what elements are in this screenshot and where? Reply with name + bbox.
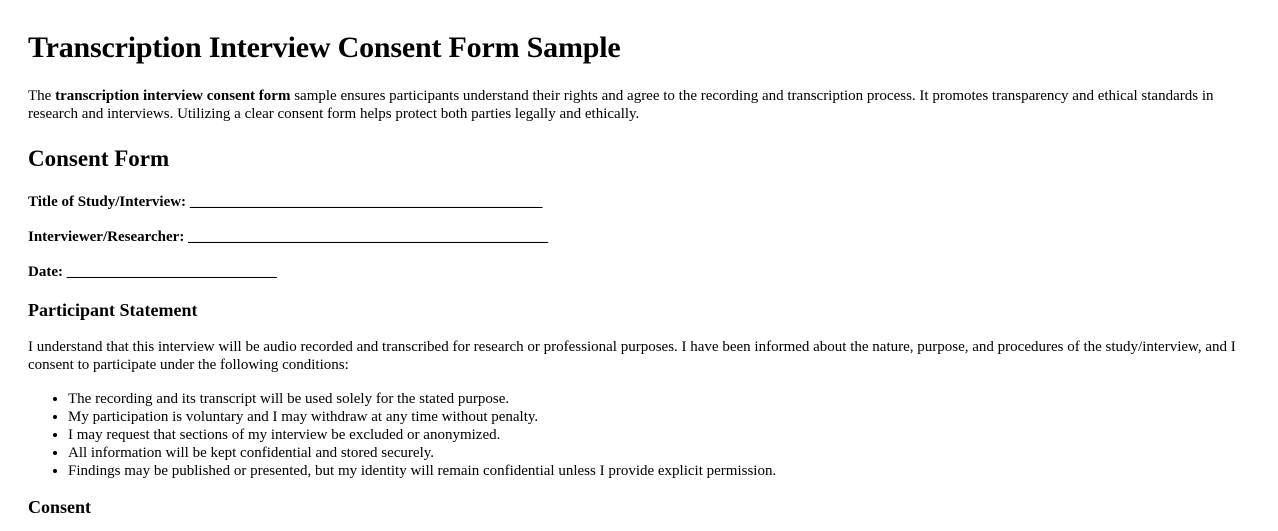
field-blank-line: ____________________________: [66, 264, 277, 280]
list-item: • Findings may be published or presented, but my identity will remain confidential unless I provide explicit permission.: [68, 462, 1250, 480]
list-item: • The recording and its transcript will be used solely for the stated purpose.: [68, 390, 1250, 408]
field-blank-line: ________________________________________________: [188, 229, 549, 245]
field-date: [28, 263, 1250, 281]
participant-statement-heading: Participant Statement: [28, 300, 198, 320]
conditions-list: [28, 390, 1250, 480]
list-item: • I may request that sections of my interview be excluded or anonymized.: [68, 426, 1250, 444]
list-item: • My participation is voluntary and I may withdraw at any time without penalty.: [68, 408, 1250, 426]
intro-bold-term: transcription interview consent form: [55, 88, 291, 104]
consent-form-heading: Consent Form: [28, 146, 170, 171]
next-section-heading: Consent: [28, 497, 92, 517]
field-title-of-study: [28, 193, 1250, 211]
list-item: • All information will be kept confidential and stored securely.: [68, 444, 1250, 462]
participant-statement-paragraph: I understand that this interview will be audio recorded and transcribed for research or professional purposes. I have been informed about the nature, purpose, and procedures of the study/interview, and I consent to participate under the following conditions:: [28, 339, 1236, 373]
field-label: Title of Study/Interview:: [28, 194, 187, 210]
field-label: Date:: [28, 264, 63, 280]
intro-prefix: The: [28, 88, 56, 104]
field-interviewer: [28, 228, 1250, 246]
field-label: Interviewer/Researcher:: [28, 229, 185, 245]
document-page: [0, 30, 1278, 518]
intro-paragraph: [28, 87, 1250, 123]
field-blank-line: _______________________________________________: [189, 194, 543, 210]
intro-suffix: sample ensures participants understand their rights and agree to the recording and transcription process. It promotes transparency and ethical standards in research and interviews. Utilizing a clear consent form helps protect both parties legally and ethically.: [28, 88, 1214, 122]
page-title: Transcription Interview Consent Form Sample: [28, 31, 621, 64]
